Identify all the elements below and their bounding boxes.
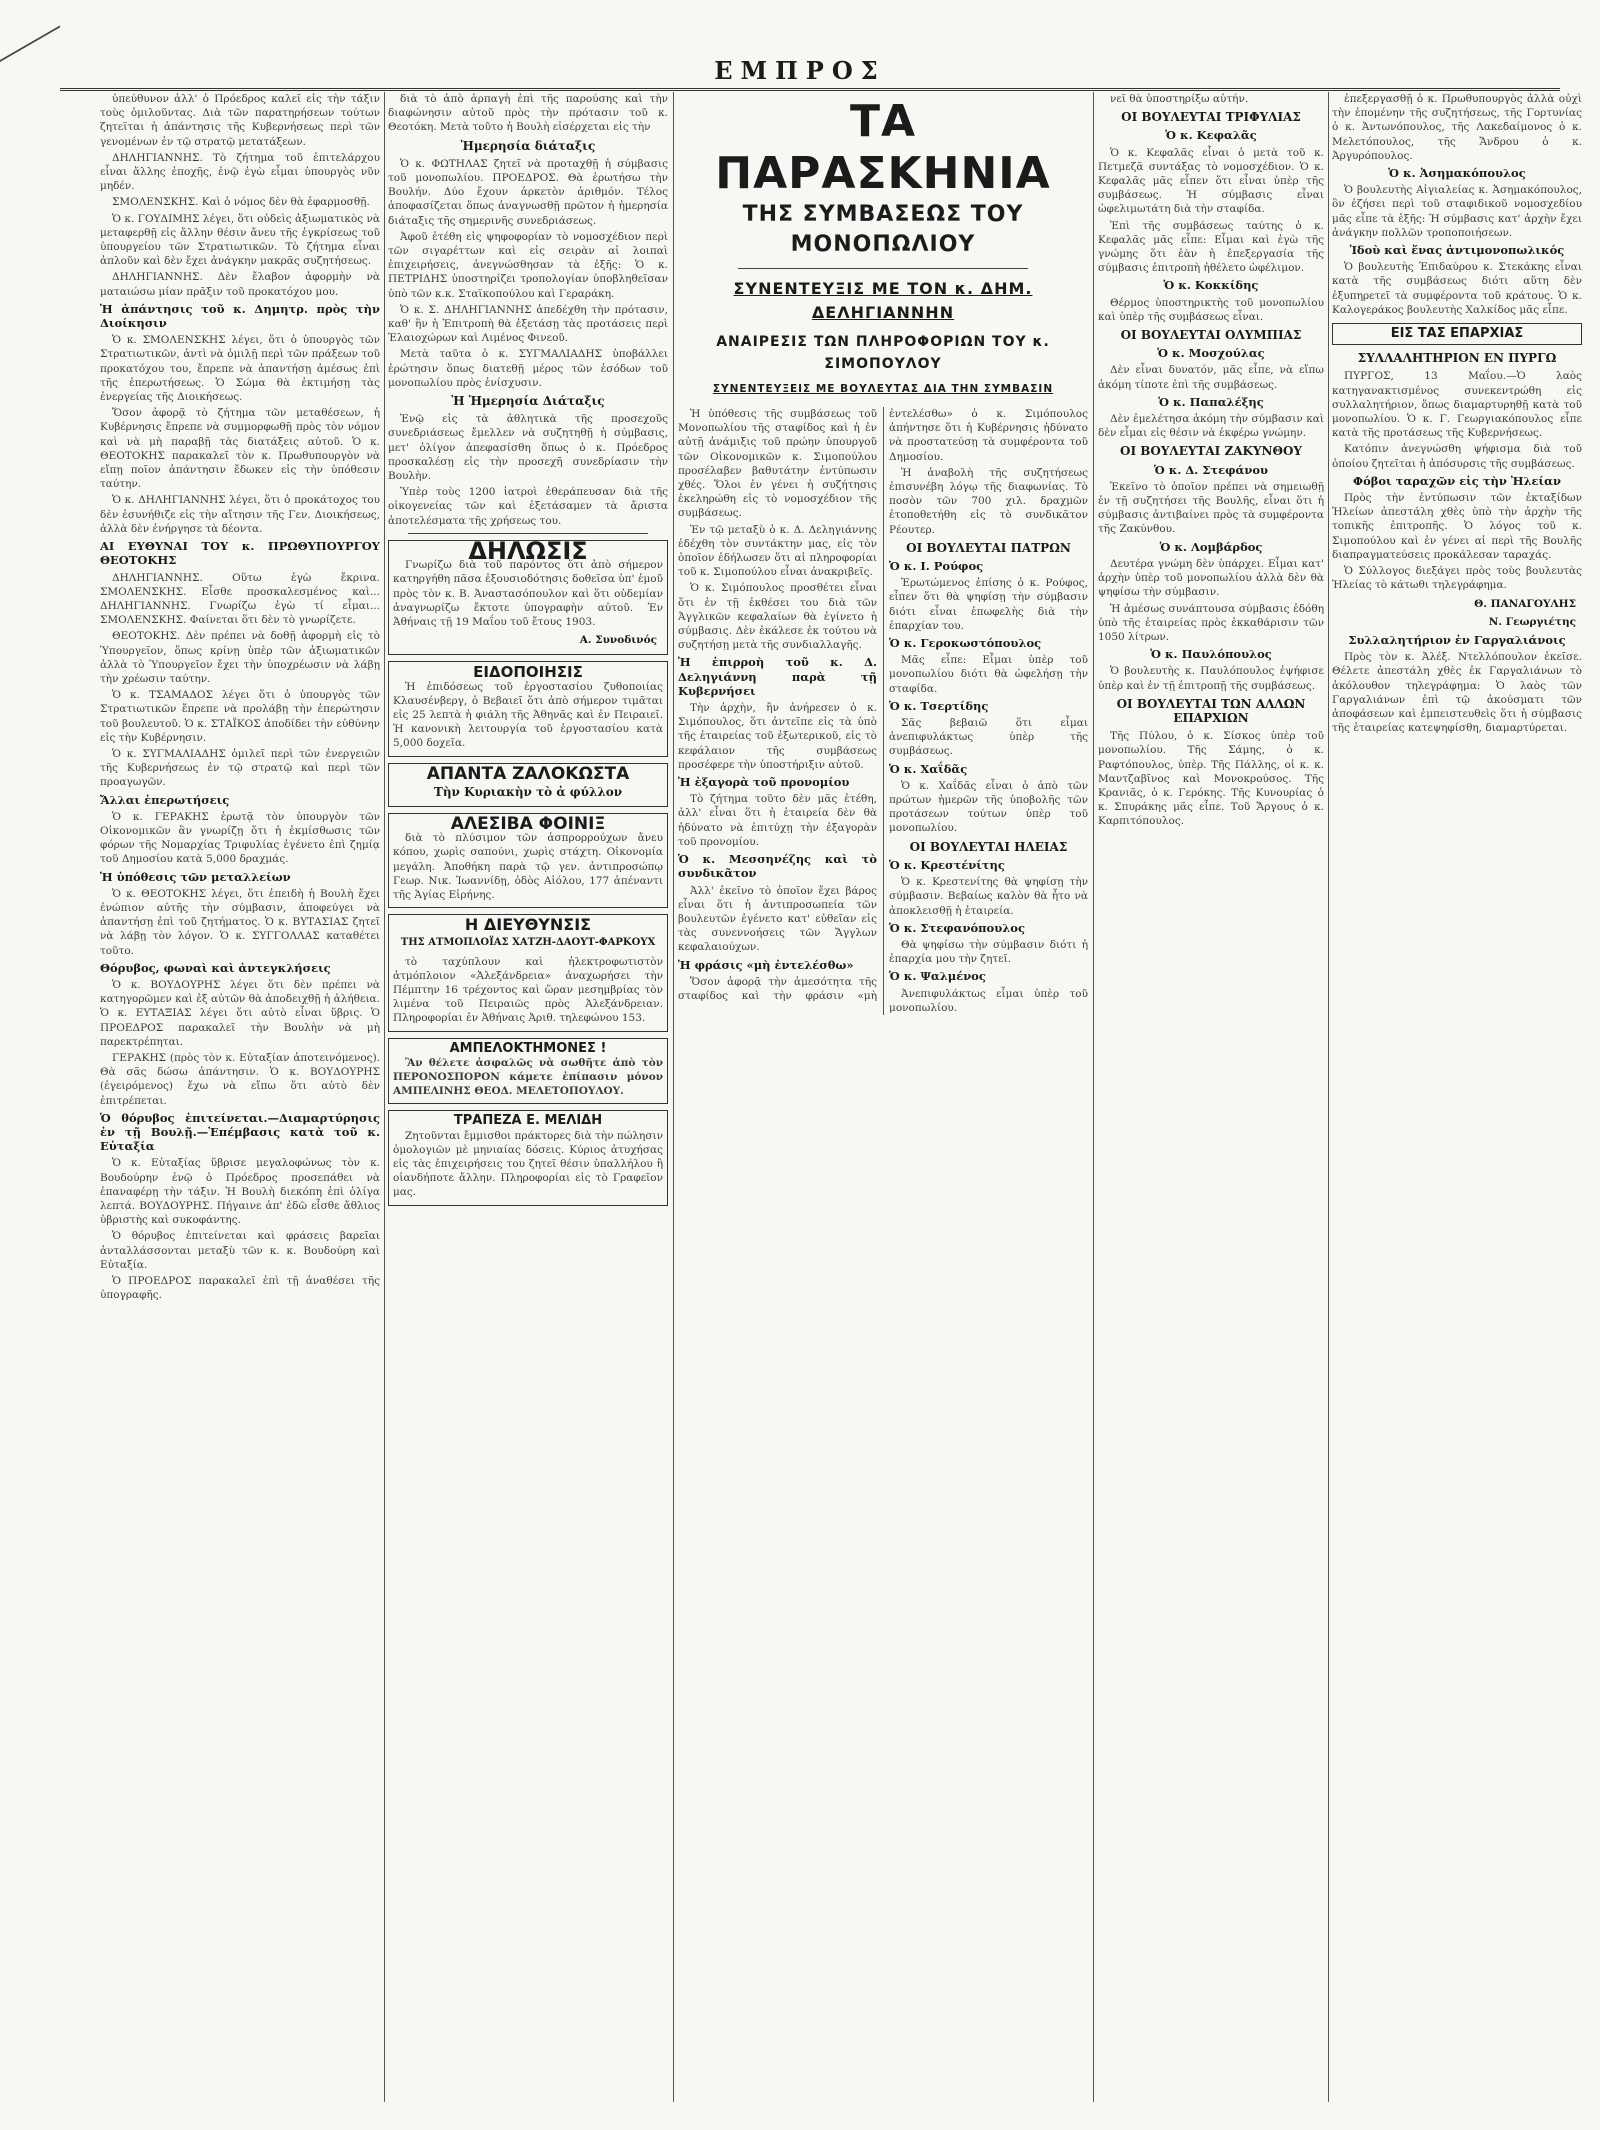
col4-subhead-10: Ὁ κ. Παυλόπουλος [1150, 647, 1272, 662]
alesiva-box: ΑΛΕΣΙΒΑ ΦΟΙΝΙΞ διὰ τὸ πλύσιμον τῶν ἀσπρορρούχων ἄνευ κόπου, χωρὶς σαπούνι, χωρὶς στάχτη. Οἰκονομία μεγάλη. Ἀποθήκη παρὰ τῷ γεν. ἀντιπροσώπῳ Γεωρ. Νικ. Ἰωαννίδῃ, ὁδὸς Αἰόλου, 177 ἀπέναντι τῆς Ἁγίας Εἰρήνης. [388, 813, 668, 908]
col3-subhead-1: Ἡ ἐπιρροὴ τοῦ κ. Δ. Δεληγιάννη παρὰ τῇ Κυβερνήσει [678, 655, 877, 698]
col3-subhead-7: Ὁ κ. Γεροκωστόπουλος [889, 636, 1042, 651]
col3-subhead-4: Ἡ φράσις «μὴ ἐντελέσθω» [678, 957, 854, 972]
column-5: ἐπεξεργασθῇ ὁ κ. Πρωθυπουργὸς ἀλλὰ οὐχὶ τὴν ἐπομένην τῆς συζητήσεως, τῆς Γορτυνίας ὁ κ. Ἀντωνόπουλος, τῆς Λακεδαίμονος ὁ κ. Μελετόπουλος, τῆς Ἄνδρου ὁ κ. Ἀργυρόπουλος. Ὁ κ. Ἀσημακόπουλος Ὁ βουλευτὴς Αἰγιαλείας κ. Ἀσημακόπουλος, ὃν ἐζήσει περὶ τοῦ σταφιδικοῦ νομοσχεδίου μᾶς εἶπε τὰ ἑξῆς: Ἡ σύμβασις κατ' ἀρχὴν ἔχει ἀνάγκην πολλῶν τροποποιήσεων. Ἰδοὺ καὶ ἕνας ἀντιμονοπωλικός Ὁ βουλευτὴς Ἐπιδαύρου κ. Στεκάκης εἶναι κατὰ τῆς συμβάσεως διότι αὕτη δὲν ἐξυπηρετεῖ τὰ συμφέροντα τοῦ κράτους. Ὁ κ. Καλογεράκος βουλευτὴς Χαλκίδος μᾶς εἶπε. ΕΙΣ ΤΑΣ ΕΠΑΡΧΙΑΣ ΣΥΛΛΑΛΗΤΗΡΙΟΝ ΕΝ ΠΥΡΓΩ ΠΥΡΓΟΣ, 13 Μαΐου.—Ὁ λαὸς κατηγανακτισμένος συνεκεντρώθη εἰς συλλαλητήριον, ὅπως διαμαρτυρηθῇ κατὰ τοῦ μονοπωλίου. Ὁ κ. Γ. Γεωργιακόπουλος εἶπε κατὰ τῆς προτάσεως τῆς Κυβερνήσεως. Κατόπιν ἀνεγνώσθη ψήφισμα διὰ τοῦ ὁποίου ζητεῖται ἡ ἀπόσυρσις τῆς συμβάσεως. Φόβοι ταραχῶν εἰς τὴν Ἠλείαν Πρὸς τὴν ἐντύπωσιν τῶν ἐκταξίδων Ἠλείων ἀπεστάλη χθὲς ὑπὸ τὴν ἀρχὴν τῆς τοπικῆς ἐπιτροπῆς. Ὁ λόγος τοῦ κ. Σιμοπούλου καὶ ἐν γένει αἱ περὶ τῆς Βουλῆς διαπραγματεύσεις προκάλεσαν ταραχάς. Ὁ Σύλλογος διεξάγει πρὸς τοὺς βουλευτὰς Ἠλείας τὸ κάτωθι τηλεγράφημα. Θ. ΠΑΝΑΓΟΥΛΗΣ Ν. Γεωργιέτης Συλλαλητήριον ἐν Γαργαλιάνοις Πρὸς τὸν κ. Ἀλέξ. Ντελλόπουλον ἐκεῖσε. Θέλετε ἀπεστάλη χθὲς ἐκ Γαργαλιάνων τὸ ἀκόλουθον τηλεγράφημα: Ὁ λαὸς τῶν Γαργαλιάνων ἐπὶ τῷ ἀκούσματι τῶν ἀποφάσεων καὶ ἐμπειστευθεὶς ὅτι ἡ σύμβασις τῆς ἑταιρείας κατεψηφίσθη, διαμαρτύρεται. [1332, 93, 1582, 735]
trapeza-title: ΤΡΑΠΕΖΑ Ε. ΜΕΛΙΔΗ [453, 1113, 603, 1129]
col3-subhead-11: Ὁ κ. Κρεστένίτης [889, 857, 1005, 872]
alesiva-title: ΑΛΕΣΙΒΑ ΦΟΙΝΙΞ [450, 813, 606, 834]
col5-subhead-6: Συλλαλητήριον ἐν Γαργαλιάνοις [1348, 632, 1566, 647]
dilosis-signature: Α. Συνοδινός [579, 634, 657, 647]
col4-subhead-6: Ὁ κ. Παπαλέξης [1158, 394, 1264, 409]
col3-subhead-6: Ὁ κ. Ι. Ρούφος [889, 559, 984, 574]
apanta-title: ΑΠΑΝΤΑ ΖΑΛΟΚΩΣΤΑ [426, 763, 630, 784]
col4-subhead-5: Ὁ κ. Μοσχούλας [1157, 346, 1265, 361]
col3-subhead-9: Ὁ κ. Χαΐδᾶς [889, 761, 968, 776]
col4-subhead-3: Ὁ κ. Κοκκίδης [1163, 278, 1259, 293]
masthead-title: ΕΜΠΡΟΣ [714, 56, 886, 85]
column-2: διὰ τὸ ἀπὸ ἁρπαγὴ ἐπὶ τῆς παρούσης καὶ τὴν διαφώνησιν αὐτοῦ πρὸς τὴν πρότασιν τοῦ κ. Θεοτόκη. Μετὰ τοῦτο ἡ Βουλὴ εἰσέρχεται εἰς τὴν Ἡμερησία διάταξις Ὁ κ. ΦΩΤΗΛΑΣ ζητεῖ νὰ προταχθῇ ἡ σύμβασις τοῦ μονοπωλίου. ΠΡΟΕΔΡΟΣ. Θὰ ἐρωτήσω τὴν Βουλήν. Δύο ἔχουν ἀρκετὸν ἀριθμόν. Τέλος ἀποφασίζεται ὅπως ἀναγνωσθῇ πρῶτον ἡ ἡμερησία διάταξις τῆς σημερινῆς συνεδριάσεως. Ἀφοῦ ἐτέθη εἰς ψηφοφορίαν τὸ νομοσχέδιον περὶ τῶν σιγαρέττων καὶ εἰς σειρὰν αἱ λοιπαὶ ἐπιχειρήσεις, ἀνεγνώσθησαν τὰ ἑξῆς: Ὁ κ. ΠΕΤΡΙΔΗΣ ὑποστηρίζει τροπολογίαν ὑποβληθεῖσαν ὑπὸ τῶν κ.κ. Σταϊκοπούλου καὶ Γεραράκη. Ὁ κ. Σ. ΔΗΛΗΓΙΑΝΝΗΣ ἀπεδέχθη τὴν πρότασιν, καθ' ἣν ἡ Ἐπιτροπὴ θὰ ἐξετάσῃ τὰς προτάσεις περὶ Ἐλαιοχώρων καὶ Λιμένος Φινεοῦ. Μετὰ ταῦτα ὁ κ. ΣΥΓΜΑΛΙΑΔΗΣ ὑποβάλλει ἐρώτησιν ὅπως διατεθῇ μέρος τῶν ἐσόδων τοῦ μονοπωλίου πρὸς ἐνίσχυσιν. Ἡ Ἡμερησία Διάταξις Ἐνῷ εἰς τὰ ἀθλητικὰ τῆς προσεχοῦς συνεδριάσεως ἔμελλεν νὰ συζητηθῇ ἡ σύμβασις, μετ' ὀλίγον ἀπεφασίσθη ὅπως ὁ κ. Πρόεδρος προσκαλέσῃ εἰς τὴν προσεχῆ συνεδρίασιν τὴν Βουλὴν. Ὑπὲρ τοὺς 1200 ἰατροὶ ἐθεράπευσαν διὰ τῆς οἰκογενείας τῶν καὶ ἐξετάσαμεν τὰ ἄριστα ἀποτελέσματα τῆς χρήσεως του. ΔΗΛΩΣΙΣ Γνωρίζω διὰ τοῦ παρόντος ὅτι ἀπὸ σήμερον κατηργήθη πᾶσα ἐξουσιοδότησις δοθεῖσα ὑπ' ἐμοῦ πρὸς τὸν κ. Β. Ἀναστασόπουλον καὶ ὅτι οὐδεμίαν ἀναγνωρίζω ἔκτοτε ὑπογραφὴν αὐτοῦ. Ἐν Ἀθήναις τῇ 19 Μαΐου τοῦ ἔτους 1903. Α. Συνοδινός ΕΙΔΟΠΟΙΗΣΙΣ Ἡ ἐπιδόσεως τοῦ ἐργοστασίου ζυθοποιίας Κλαυσένβεργ, ὁ Βεβαιεῖ ὅτι ἀπὸ σήμερον τιμᾶται εἰς 25 λεπτὰ ἡ φιάλη τῆς Ἀθηνᾶς καὶ ἐν Πειραιεῖ. Ἡ κανονικὴ λειτουργία τοῦ ἐργοστασίου κατὰ 5,000 δοχεῖα. ΑΠΑΝΤΑ ΖΑΛΟΚΩΣΤΑ Τὴν Κυριακὴν τὸ ἀ φύλλον ΑΛΕΣΙΒΑ ΦΟΙΝΙΞ διὰ τὸ πλύσιμον τῶν ἀσπρορρούχων ἄνευ κόπου, χωρὶς σαπούνι, χωρὶς στάχτη. Οἰκονομία μεγάλη. Ἀποθήκη παρὰ τῷ γεν. ἀντιπροσώπῳ Γεωρ. Νικ. Ἰωαννίδῃ, ὁδὸς Αἰόλου, 177 ἀπέναντι τῆς Ἁγίας Εἰρήνης. Η ΔΙΕΥΘΥΝΣΙΣ ΤΗΣ ΑΤΜΟΠΛΟΪΑΣ ΧΑΤΖΗ-ΔΑΟΥΤ-ΦΑΡΚΟΥΧ τὸ ταχύπλουν καὶ ἠλεκτροφωτιστὸν ἀτμόπλοιον «Ἀλεξάνδρεια» ἀναχωρήσει τὴν Πέμπτην 16 τρέχοντος καὶ ὥραν μεσημβρίας τὸν λιμένα τοῦ Πειραιῶς πρὸς Ἀλεξάνδρειαν. Πληροφορίαι ἐν Ἀθήναις Ἀριθ. τηλεφώνου 153. ΑΜΠΕΛΟΚΤΗΜΟΝΕΣ ! Ἂν θέλετε ἀσφαλῶς νὰ σωθῆτε ἀπὸ τὸν ΠΕΡΟΝΟΣΠΟΡΟΝ κάμετε ἐπίπασιν μόνον ΑΜΠΕΛΙΝΗΣ ΘΕΟΔ. ΜΕΛΕΤΟΠΟΥΛΟΥ. ΤΡΑΠΕΖΑ Ε. ΜΕΛΙΔΗ Ζητοῦνται ἔμμισθοι πράκτορες διὰ τὴν πώλησιν ὁμολογιῶν μὲ μηνιαίας δόσεις. Κύριος ἀτυχήσας εἰς τὰς ἐπιχειρήσεις του ζητεῖ θέσιν ὑπαλλήλου ἢ οἰανδήποτε ἄλλην. Πληροφορίαι εἰς τὸ Γραφεῖον μας. [388, 92, 668, 2102]
col2-subhead-1: Ἡμερησία διάταξις [460, 138, 596, 153]
column-3 [678, 92, 1088, 2102]
ampelo-title: ΑΜΠΕΛΟΚΤΗΜΟΝΕΣ ! [449, 1040, 607, 1056]
col3-subhead-8: Ὁ κ. Τσερτίδης [889, 698, 989, 713]
header-rule [60, 88, 1560, 91]
main-headline: ΤΑ ΠΑΡΑΣΚΗΝΙΑ [715, 96, 1051, 199]
col3-subhead-12: Ὁ κ. Στεφανόπουλος [889, 920, 1025, 935]
dilosis-box: ΔΗΛΩΣΙΣ Γνωρίζω διὰ τοῦ παρόντος ὅτι ἀπὸ σήμερον κατηργήθη πᾶσα ἐξουσιοδότησις δοθεῖσα ὑπ' ἐμοῦ πρὸς τὸν κ. Β. Ἀναστασόπουλον καὶ ὅτι οὐδεμίαν ἀναγνωρίζω ἔκτοτε ὑπογραφὴν αὐτοῦ. Ἐν Ἀθήναις τῇ 19 Μαΐου τοῦ ἔτους 1903. Α. Συνοδινός [388, 540, 668, 655]
col5-subhead-5: Φόβοι ταραχῶν εἰς τὴν Ἠλείαν [1353, 473, 1561, 488]
column-separator [384, 92, 385, 2102]
col1-subhead-1: Ἡ ἀπάντησις τοῦ κ. Δημητρ. πρὸς τὴν Διοίκησιν [100, 301, 380, 331]
col5-subhead-4: ΣΥΛΛΑΛΗΤΗΡΙΟΝ ΕΝ ΠΥΡΓΩ [1357, 351, 1557, 366]
diefthynsis-subtitle: ΤΗΣ ΑΤΜΟΠΛΟΪΑΣ ΧΑΤΖΗ-ΔΑΟΥΤ-ΦΑΡΚΟΥΧ [400, 937, 656, 949]
col4-subhead-1: ΟΙ ΒΟΥΛΕΥΤΑΙ ΤΡΙΦΥΛΙΑΣ [1121, 110, 1301, 125]
col1-subhead-5: Θόρυβος, φωναὶ καὶ ἀντεγκλήσεις [100, 960, 331, 975]
col4-subhead-8: Ὁ κ. Δ. Στεφάνου [1153, 462, 1269, 477]
column-separator [1328, 92, 1329, 2102]
col3-subhead-5: ΟΙ ΒΟΥΛΕΥΤΑΙ ΠΑΤΡΩΝ [906, 540, 1071, 555]
col3-subhead-2: Ἡ ἐξαγορὰ τοῦ προνομίου [678, 775, 850, 790]
col1-subhead-3: Ἄλλαι ἐπερωτήσεις [100, 792, 230, 807]
eidopoiisis-title: ΕΙΔΟΠΟΙΗΣΙΣ [473, 663, 583, 682]
apanta-subtitle: Τὴν Κυριακὴν τὸ ἀ φύλλον [433, 784, 623, 799]
col4-subhead-4: ΟΙ ΒΟΥΛΕΥΤΑΙ ΟΛΥΜΠΙΑΣ [1120, 328, 1302, 343]
col3-subhead-3: Ὁ κ. Μεσσηνέζης καὶ τὸ συνδικᾶτον [678, 852, 877, 881]
dilosis-title: ΔΗΛΩΣΙΣ [468, 536, 588, 565]
col5-subhead-3: ΕΙΣ ΤΑΣ ΕΠΑΡΧΙΑΣ [1390, 326, 1524, 342]
col4-subhead-7: ΟΙ ΒΟΥΛΕΥΤΑΙ ΖΑΚΥΝΘΟΥ [1120, 444, 1302, 459]
article-lead: ὑπεύθυνον ἀλλ' ὁ Πρόεδρος καλεῖ εἰς τὴν τάξιν τοὺς ὁμιλοῦντας. Διὰ τῶν παρατηρήσεων τούτων ζητεῖται ἡ ἀπάντησις τῆς Κυβερνήσεως περὶ τῶν γενομένων ἐν τῷ στρατῷ μετατάξεων. [100, 93, 380, 148]
trapeza-box: ΤΡΑΠΕΖΑ Ε. ΜΕΛΙΔΗ Ζητοῦνται ἔμμισθοι πράκτορες διὰ τὴν πώλησιν ὁμολογιῶν μὲ μηνιαίας δόσεις. Κύριος ἀτυχήσας εἰς τὰς ἐπιχειρήσεις του ζητεῖ θέσιν ὑπαλλήλου ἢ οἰανδήποτε ἄλλην. Πληροφορίαι εἰς τὸ Γραφεῖον μας. [388, 1110, 668, 1205]
col3-subhead-10: ΟΙ ΒΟΥΛΕΥΤΑΙ ΗΛΕΙΑΣ [909, 839, 1068, 854]
col5-signature: Θ. ΠΑΝΑΓΟΥΛΗΣ [1474, 597, 1576, 610]
eparchies-box [1332, 323, 1582, 345]
col5-subhead-2: Ἰδοὺ καὶ ἕνας ἀντιμονοπωλικός [1349, 243, 1565, 258]
page-crease [0, 0, 60, 62]
col5-subhead-1: Ὁ κ. Ἀσημακόπουλος [1388, 166, 1526, 181]
col2-subhead-2: Ἡ Ἡμερησία Διάταξις [451, 394, 605, 409]
col4-subhead-11: ΟΙ ΒΟΥΛΕΥΤΑΙ ΤΩΝ ΑΛΛΩΝ ΕΠΑΡΧΙΩΝ [1116, 696, 1306, 725]
main-headline-2: ΤΗΣ ΣΥΜΒΑΣΕΩΣ ΤΟΥ ΜΟΝΟΠΩΛΙΟΥ [742, 202, 1024, 257]
col5-signature-2: Ν. Γεωργιέτης [1488, 615, 1576, 628]
diefthynsis-title: Η ΔΙΕΥΘΥΝΣΙΣ [464, 915, 592, 935]
article-body: Ἡ ὑπόθεσις τῆς συμβάσεως τοῦ Μονοπωλίου τῆς σταφίδος καὶ ἡ ἐν αὐτῇ ἀνάμιξις τοῦ πρώην ὑπουργοῦ τῶν Οἰκονομικῶν κ. Σιμοπούλου προσέλαβεν βαθυτάτην ἐντύπωσιν χθές. Ὅλοι ἐν γένει ἡ συζήτησις ἐκεληρώθη εἰς τὸ νομοσχέδιον τῆς συμβάσεως. Ἐν τῷ μεταξὺ ὁ κ. Δ. Δεληγιάννης ἐδέχθη τὸν συντάκτην μας, εἰς τὸν ὁποῖον ἐδήλωσεν ὅτι αἱ πληροφορίαι τοῦ κ. Σιμοπούλου εἶναι ἀνακριβεῖς. Ὁ κ. Σιμόπουλος προσθέτει εἶναι ὅτι ἐν τῇ ἐκθέσει του διὰ τῶν Ἀγγλικῶν κεφαλαίων θὰ ἐγίνετο ἡ σύμβασις. Δὲν ἐκάλεσε ἐκ τούτου νὰ συζητήσῃ μετὰ τῆς συνδιαλλαγῆς. Ἡ ἐπιρροὴ τοῦ κ. Δ. Δεληγιάννη παρὰ τῇ Κυβερνήσει Τὴν ἀρχὴν, ἢν ἀνήρεσεν ὁ κ. Σιμόπουλος, ὅτι ἀντεῖπε εἰς τὰ ὑπὸ τῆς ἑταιρείας τοῦ ἐξωτερικοῦ, εἰς τὸ κεφάλαιον τῆς συμβάσεως προσέφερε τὴν ὑποστήριξιν αὐτοῦ. Ἡ ἐξαγορὰ τοῦ προνομίου Τὸ ζήτημα τοῦτο δὲν μᾶς ἐτέθη, ἀλλ' εἶναι ὅτι ἡ ἑταιρεία δὲν θὰ ἠδύνατο νὰ ἐπιτύχῃ τὴν ἐξαγορὰν τοῦ προνομίου. Ὁ κ. Μεσσηνέζης καὶ τὸ συνδικᾶτον Ἀλλ' ἐκεῖνο τὸ ὁποῖον ἔχει βάρος εἶναι ὅτι ἡ ἀντιπροσωπεία τῶν βουλευτῶν ἐγένετο κατ' εὐθεῖαν εἰς τὰς συνεννοήσεις τῶν Ἄγγλων κεφαλαιούχων. Ἡ φράσις «μὴ ἐντελέσθω» Ὅσον ἀφορᾷ τὴν ἀμεσότητα τῆς σταφίδος καὶ τὴν φράσιν «μὴ ἐντελέσθω» ὁ κ. Σιμόπουλος ἀπήντησε ὅτι ἡ Κυβέρνησις ἠδύνατο νὰ προστατεύσῃ τὰ συμφέροντα τοῦ Δημοσίου. Ἡ ἀναβολὴ τῆς συζητήσεως ἐπισυνέβη λόγῳ τῆς διαφωνίας. Τὸ ποσὸν τῶν 700 χιλ. δραχμῶν ἐτοποθετήθη εἰς τὸ συνδικᾶτον Ρέουτερ. ΟΙ ΒΟΥΛΕΥΤΑΙ ΠΑΤΡΩΝ Ὁ κ. Ι. Ρούφος Ἐρωτώμενος ἐπίσης ὁ κ. Ρούφος, εἶπεν ὅτι θὰ ψηφίσῃ τὴν σύμβασιν διότι εἶναι ἐπωφελὴς διὰ τὴν ἐπαρχίαν του. Ὁ κ. Γεροκωστόπουλος Μᾶς εἶπε: Εἶμαι ὑπὲρ τοῦ μονοπωλίου διότι θὰ ὠφελήσῃ τὴν σταφίδα. Ὁ κ. Τσερτίδης Σᾶς βεβαιῶ ὅτι εἶμαι ἀνεπιφυλάκτως ὑπὲρ τῆς συμβάσεως. Ὁ κ. Χαΐδᾶς Ὁ κ. Χαΐδᾶς εἶναι ὁ ἀπὸ τῶν πρώτων ἡμερῶν τῆς ὑποβολῆς τῶν προτάσεων τούτων ὑπὲρ τοῦ μονοπωλίου. ΟΙ ΒΟΥΛΕΥΤΑΙ ΗΛΕΙΑΣ Ὁ κ. Κρεστένίτης Ὁ κ. Κρεστενίτης θὰ ψηφίσῃ τὴν σύμβασιν. Βεβαίως καλὸν θὰ ἦτο νὰ ἀποκλεισθῇ ἡ ἑταιρεία. Ὁ κ. Στεφανόπουλος Θὰ ψηφίσω τὴν σύμβασιν διότι ἡ ἐπαρχία μου τὴν ζητεῖ. Ὁ κ. Ψαλμένος Ἀνεπιφυλάκτως εἶμαι ὑπὲρ τοῦ μονοπωλίου. [678, 408, 1088, 1014]
column-separator [1093, 92, 1094, 2102]
column-4: νεῖ θὰ ὑποστηρίξω αὐτήν. ΟΙ ΒΟΥΛΕΥΤΑΙ ΤΡΙΦΥΛΙΑΣ Ὁ κ. Κεφαλᾶς Ὁ κ. Κεφαλᾶς εἶναι ὁ μετὰ τοῦ κ. Πετμεζᾶ συντάξας τὸ νομοσχέδιον. Ὁ κ. Κεφαλᾶς μᾶς εἶπεν ὅτι εἶναι ὑπὲρ τῆς συμβάσεως. Ἡ σύμβασις εἶναι ὠφελιμωτάτη διὰ τὴν σταφίδα. Ἐπὶ τῆς συμβάσεως ταύτης ὁ κ. Κεφαλᾶς μᾶς εἶπε: Εἶμαι καὶ ἐγὼ τῆς γνώμης ὅτι ἐὰν ἡ ἐπεξεργασία τῆς σύμβασις ἐπιτροπὴ ἠθέλετο ὡφέλιμον. Ὁ κ. Κοκκίδης Θέρμος ὑποστηρικτὴς τοῦ μονοπωλίου καὶ ὑπὲρ τῆς συμβάσεως εἶναι. ΟΙ ΒΟΥΛΕΥΤΑΙ ΟΛΥΜΠΙΑΣ Ὁ κ. Μοσχούλας Δὲν εἶναι δυνατόν, μᾶς εἶπε, νὰ εἴπω ἀκόμη τίποτε ἐπὶ τῆς συμβάσεως. Ὁ κ. Παπαλέξης Δὲν ἐμελέτησα ἀκόμη τὴν σύμβασιν καὶ δὲν εἶμαι εἰς θέσιν νὰ ἐκφέρω γνώμην. ΟΙ ΒΟΥΛΕΥΤΑΙ ΖΑΚΥΝΘΟΥ Ὁ κ. Δ. Στεφάνου Ἐκεῖνο τὸ ὁποῖον πρέπει νὰ σημειωθῇ ἐν τῇ συζητήσει τῆς Βουλῆς, εἶναι ὅτι ἡ σύμβασις ἀντιβαίνει πρὸς τὰ συμφέροντα τῆς Ζακύνθου. Ὁ κ. Λομβάρδος Δευτέρα γνώμη δὲν ὑπάρχει. Εἶμαι κατ' ἀρχὴν ὑπὲρ τοῦ μονοπωλίου ἀλλὰ δὲν θὰ ψηφίσω τὴν σύμβασιν. Ἡ ἀμέσως συνάπτουσα σύμβασις ἐδόθη ὑπὸ τῆς ἑταιρείας πρὸς ἐκκαθάρισιν τῶν 1050 λίτρων. Ὁ κ. Παυλόπουλος Ὁ βουλευτὴς κ. Παυλόπουλος ἐψήφισε ὑπὲρ καὶ ἐν τῇ ἐπιτροπῇ τῆς συμβάσεως. ΟΙ ΒΟΥΛΕΥΤΑΙ ΤΩΝ ΑΛΛΩΝ ΕΠΑΡΧΙΩΝ Τῆς Πύλου, ὁ κ. Σίσκος ὑπὲρ τοῦ μονοπωλίου. Τῆς Σάμης, ὁ κ. Ραφτόπουλος, ὑπὲρ. Τῆς Πάλλης, οἱ κ. κ. Μαντζαβῖνος καὶ Μονοκρούσος. Τῆς Κρανιᾶς, ὁ κ. Γερόκης. Τῆς Κυνουρίας ὁ κ. Σπυράκης μᾶς εἶπε. Τοῦ Ἄργους ὁ κ. Καρπιτόπουλος. [1098, 93, 1324, 828]
apanta-box [388, 763, 668, 807]
deck-interview: ΣΥΝΕΝΤΕΥΞΙΣ ΜΕ ΤΟΝ κ. ΔΗΜ. ΔΕΛΗΓΙΑΝΝΗΝ [733, 279, 1033, 322]
col4-subhead-2: Ὁ κ. Κεφαλᾶς [1165, 128, 1257, 143]
col3-subhead-13: Ὁ κ. Ψαλμένος [889, 969, 986, 984]
masthead [0, 56, 1600, 85]
column-separator [673, 92, 674, 2102]
col1-subhead-2: ΑΙ ΕΥΘΥΝΑΙ ΤΟΥ κ. ΠΡΩΘΥΠΟΥΡΓΟΥ ΘΕΟΤΟΚΗΣ [100, 539, 380, 568]
col4-subhead-9: Ὁ κ. Λομβάρδος [1159, 539, 1263, 554]
eidopoiisis-box: ΕΙΔΟΠΟΙΗΣΙΣ Ἡ ἐπιδόσεως τοῦ ἐργοστασίου ζυθοποιίας Κλαυσένβεργ, ὁ Βεβαιεῖ ὅτι ἀπὸ σήμερον τιμᾶται εἰς 25 λεπτὰ ἡ φιάλη τῆς Ἀθηνᾶς καὶ ἐν Πειραιεῖ. Ἡ κανονικὴ λειτουργία τοῦ ἐργοστασίου κατὰ 5,000 δοχεῖα. [388, 661, 668, 756]
column-1: ὑπεύθυνον ἀλλ' ὁ Πρόεδρος καλεῖ εἰς τὴν τάξιν τοὺς ὁμιλοῦντας. Διὰ τῶν παρατηρήσεων τούτων ζητεῖται ἡ ἀπάντησις τῆς Κυβερνήσεως περὶ τῶν γενομένων ἐν τῷ στρατῷ μετατάξεων. ΔΗΛΗΓΙΑΝΝΗΣ. Τὸ ζήτημα τοῦ ἐπιτελάρχου εἶναι ἄλλης ἐποχῆς, ἐνῷ ἐγὼ εἶμαι ὑπουργὸς νῦν μηδέν. ΣΜΟΛΕΝΣΚΗΣ. Καὶ ὁ νόμος δὲν θὰ ἐφαρμοσθῇ. Ὁ κ. ΓΟΥΔΙΜΗΣ λέγει, ὅτι οὐδεὶς ἀξιωματικὸς νὰ μεταφερθῇ εἰς ἄλλην θέσιν ἄνευ τῆς ἐγκρίσεως τοῦ ὑπουργείου τῶν Στρατιωτικῶν. Τὸ ζήτημα εἶναι ἀπλοῦν καὶ δὲν ἔχει ἀνάγκην μακρᾶς συζητήσεως. ΔΗΛΗΓΙΑΝΝΗΣ. Δὲν ἔλαβον ἀφορμὴν νὰ ματαιώσω μίαν πρᾶξιν τοῦ προκατόχου μου. Ἡ ἀπάντησις τοῦ κ. Δημητρ. πρὸς τὴν Διοίκησιν Ὁ κ. ΣΜΟΛΕΝΣΚΗΣ λέγει, ὅτι ὁ ὑπουργὸς τῶν Στρατιωτικῶν, ἀντὶ νὰ ὁμιλῇ περὶ τῶν πράξεων τοῦ προκατόχου του, ἔπρεπε νὰ ἀπαντήσῃ ἀμέσως ἐπὶ τῆς ἐπερωτήσεως. Ὁ Σώμα θὰ ἐκτιμήσῃ τὰς ἐνεργείας τῆς Διοικήσεως. Ὅσον ἀφορᾷ τὸ ζήτημα τῶν μεταθέσεων, ἡ Κυβέρνησις ἔπρεπε νὰ συμμορφωθῇ πρὸς τὸν νόμον καὶ νὰ μὴ παραβῇ τὰς διατάξεις αὐτοῦ. Ὁ κ. ΘΕΟΤΟΚΗΣ παρακαλεῖ τὸν κ. Πρωθυπουργὸν νὰ εἴπῃ ποῖον ἀπάντησιν ἔδωκεν εἰς τὴν ὑπόθεσιν ταύτην. Ὁ κ. ΔΗΛΗΓΙΑΝΝΗΣ λέγει, ὅτι ὁ προκάτοχος του δὲν ἐσυνήθιζε εἰς τὴν αἴτησιν τῆς Γεν. Διοικήσεως, ἀλλὰ δὲν ἐνήργησε τὰ δέοντα. ΑΙ ΕΥΘΥΝΑΙ ΤΟΥ κ. ΠΡΩΘΥΠΟΥΡΓΟΥ ΘΕΟΤΟΚΗΣ ΔΗΛΗΓΙΑΝΝΗΣ. Οὕτω ἐγὼ ἔκρινα. ΣΜΟΛΕΝΣΚΗΣ. Εἶσθε προσκαλεσμένος καὶ... ΔΗΛΗΓΙΑΝΝΗΣ. Γνωρίζω ἐγὼ τί εἶμαι... ΣΜΟΛΕΝΣΚΗΣ. Φαίνεται ὅτι δὲν τὸ γνωρίζετε. ΘΕΟΤΟΚΗΣ. Δὲν πρέπει νὰ δοθῇ ἀφορμὴ εἰς τὸ Ὑπουργεῖον, ὅπως κρίνῃ ὑπὲρ τῶν ἀξιωματικῶν ἀλλὰ τὸ Ὑπουργεῖον ἔχει τὴν ὑποχρέωσιν νὰ λάβῃ τὴν χρέωσιν ταύτην. Ὁ κ. ΤΣΑΜΑΔΟΣ λέγει ὅτι ὁ ὑπουργὸς τῶν Στρατιωτικῶν ἔπρεπε νὰ προλάβῃ τὴν ἐπερώτησιν τοῦ βουλευτοῦ. Ὁ κ. ΣΤΑΪΚΟΣ ἀποδίδει τὴν εὐθύνην εἰς τὴν Κυβέρνησιν. Ὁ κ. ΣΥΓΜΑΛΙΑΔΗΣ ὁμιλεῖ περὶ τῶν ἐνεργειῶν τῆς Κυβερνήσεως ἐν τῷ στρατῷ καὶ περὶ τῶν προαγωγῶν. Ἄλλαι ἐπερωτήσεις Ὁ κ. ΓΕΡΑΚΗΣ ἐρωτᾷ τὸν ὑπουργὸν τῶν Οἰκονομικῶν ἂν γνωρίζῃ ὅτι ἡ ἐκμίσθωσις τῶν φόρων τῆς Νομαρχίας Τριφυλίας ἐγένετο ἐπὶ ζημίᾳ τοῦ Δημοσίου κατὰ 5,000 δραχμάς. Ἡ ὑπόθεσις τῶν μεταλλείων Ὁ κ. ΘΕΟΤΟΚΗΣ λέγει, ὅτι ἐπειδὴ ἡ Βουλὴ ἔχει ἐνώπιον αὐτῆς τὴν σύμβασιν, ἀποφεύγει νὰ ἀπαντήσῃ ἐπὶ τοῦ ζητήματος. Ὁ κ. ΒΥΤΑΣΙΑΣ ζητεῖ νὰ λάβῃ τὸν λόγον. Ὁ κ. ΣΥΓΓΟΛΛΑΣ καταθέτει τοῦτο. Θόρυβος, φωναὶ καὶ ἀντεγκλήσεις Ὁ κ. ΒΟΥΔΟΥΡΗΣ λέγει ὅτι δὲν πρέπει νὰ κατηγορῶμεν καὶ ἐξ αὐτῶν θὰ ἀποδειχθῇ ἡ ἀλήθεια. Ὁ κ. ΕΥΤΑΞΙΑΣ λέγει ὅτι αὐτὸ εἶναι ὕβρις. Ὁ ΠΡΟΕΔΡΟΣ παρακαλεῖ τὴν Βουλὴν νὰ μὴ παρεκτρέπηται. ΓΕΡΑΚΗΣ (πρὸς τὸν κ. Εὐταξίαν ἀποτεινόμενος). Θὰ σᾶς δώσω ἀπάντησιν. Ὁ κ. ΒΟΥΔΟΥΡΗΣ (ἐγειρόμενος) ἔχω νὰ εἴπω ὅτι αὐτὸ δὲν ἐπιτρέπεται. Ὁ θόρυβος ἐπιτείνεται.—Διαμαρτύρησις ἐν τῇ Βουλῇ.—Ἐπέμβασις κατὰ τοῦ κ. Εὐταξία Ὁ κ. Εὐταξίας ὕβρισε μεγαλοφώνως τὸν κ. Βουδούρην ἐνῷ ὁ Πρόεδρος προσεπάθει νὰ ἐπαναφέρῃ τὴν τάξιν. Ἡ Βουλὴ διεκόπη ἐπὶ ὀλίγα λεπτά. ΒΟΥΔΟΥΡΗΣ. Πήγαινε ἀπ' ἐδῶ εἶσθε ἄθλιος ὑβριστὴς καὶ συκοφάντης. Ὁ θόρυβος ἐπιτείνεται καὶ φράσεις βαρεῖαι ἀνταλλάσσονται μεταξὺ τῶν κ. κ. Βουδούρη καὶ Εὐταξία. Ὁ ΠΡΟΕΔΡΟΣ παρακαλεῖ ἐπὶ τῇ ἀναθέσει τῆς ὑπογραφῆς. [100, 93, 380, 1302]
diefthynsis-box: Η ΔΙΕΥΘΥΝΣΙΣ ΤΗΣ ΑΤΜΟΠΛΟΪΑΣ ΧΑΤΖΗ-ΔΑΟΥΤ-ΦΑΡΚΟΥΧ τὸ ταχύπλουν καὶ ἠλεκτροφωτιστὸν ἀτμόπλοιον «Ἀλεξάνδρεια» ἀναχωρήσει τὴν Πέμπτην 16 τρέχοντος καὶ ὥραν μεσημβρίας τὸν λιμένα τοῦ Πειραιῶς πρὸς Ἀλεξάνδρειαν. Πληροφορίαι ἐν Ἀθήναις Ἀριθ. τηλεφώνου 153. [388, 914, 668, 1031]
ampelo-box: ΑΜΠΕΛΟΚΤΗΜΟΝΕΣ ! Ἂν θέλετε ἀσφαλῶς νὰ σωθῆτε ἀπὸ τὸν ΠΕΡΟΝΟΣΠΟΡΟΝ κάμετε ἐπίπασιν μόνον ΑΜΠΕΛΙΝΗΣ ΘΕΟΔ. ΜΕΛΕΤΟΠΟΥΛΟΥ. [388, 1038, 668, 1105]
deck-deputies: ΣΥΝΕΝΤΕΥΞΕΙΣ ΜΕ ΒΟΥΛΕΥΤΑΣ ΔΙΑ ΤΗΝ ΣΥΜΒΑΣΙΝ [712, 383, 1054, 395]
col1-subhead-4: Ἡ ὑπόθεσις τῶν μεταλλείων [100, 869, 291, 884]
col1-subhead-6: Ὁ θόρυβος ἐπιτείνεται.—Διαμαρτύρησις ἐν τῇ Βουλῇ.—Ἐπέμβασις κατὰ τοῦ κ. Εὐταξία [100, 1110, 380, 1154]
deck-refutation: ΑΝΑΙΡΕΣΙΣ ΤΩΝ ΠΛΗΡΟΦΟΡΙΩΝ ΤΟΥ κ. ΣΙΜΟΠΟΥΛΟΥ [716, 334, 1050, 372]
